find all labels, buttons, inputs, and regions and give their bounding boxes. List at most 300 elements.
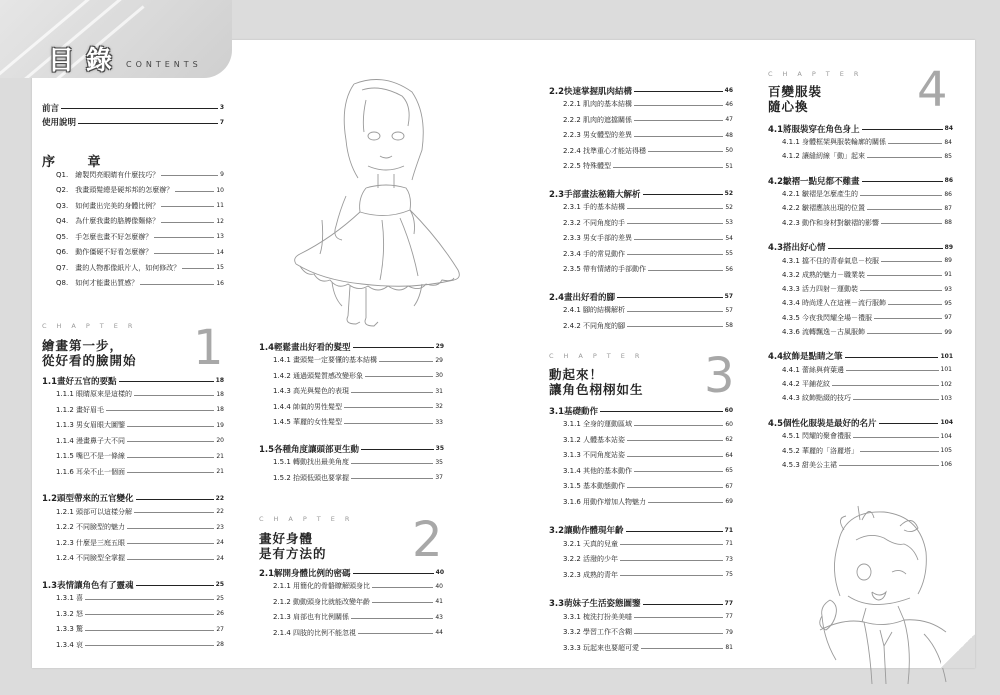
entry-page-number: 48	[725, 131, 733, 139]
chapter2b-subsection-entry	[563, 130, 733, 141]
entry-leader-line	[643, 194, 723, 195]
entry-leader-line	[862, 181, 943, 182]
chapter1-subsection-entry	[56, 537, 224, 548]
entry-title: 1.1.5 嘴巴不是一條線	[56, 452, 126, 460]
entry-title: 1.2.3 什麼是三庭五眼	[56, 538, 126, 547]
entry-title: 4.2.3 動作和身材對皺褶的影響	[782, 218, 880, 227]
entry-title: 2.4.1 腳的結構解析	[563, 306, 626, 314]
entry-title: 2.2.1 肌肉的基本結構	[563, 100, 633, 108]
entry-title: 1.1畫好五官的要點	[42, 376, 117, 387]
prologue-subsection-entry	[56, 247, 224, 258]
entry-leader-line	[119, 381, 214, 382]
entry-title: 4.3.4 時尚達人在這裡－流行服飾	[782, 299, 887, 308]
entry-title: 1.5各種角度讓頭部更生動	[259, 444, 360, 455]
chapter-number-2: 2	[412, 512, 443, 568]
entry-title: 3.1基礎動作	[549, 406, 599, 417]
entry-leader-line	[379, 361, 433, 362]
entry-leader-line	[127, 441, 214, 442]
chapter4-subsection-entry	[782, 255, 952, 266]
entry-title: 1.3.2 怒	[56, 609, 84, 618]
entry-page-number: 79	[725, 628, 733, 636]
entry-title: 2.1.1 用簡化的骨骼瞭解頭身比	[273, 582, 371, 590]
entry-page-number: 55	[725, 250, 733, 257]
entry-page-number: 77	[724, 599, 733, 607]
chapter-title-2-line2: 是有方法的	[259, 546, 327, 561]
entry-page-number: 16	[216, 279, 224, 287]
entry-title: 1.4.4 帥氣的男性髮型	[273, 402, 343, 411]
chapter-label-4: CHAPTER	[768, 70, 869, 78]
entry-leader-line	[85, 630, 214, 631]
chapter1-subsection-entry	[56, 639, 224, 650]
entry-page-number: 30	[435, 372, 443, 379]
entry-page-number: 102	[940, 380, 952, 388]
chapter1-subsection-entry	[56, 389, 224, 400]
chapter2b-subsection-entry	[563, 305, 733, 316]
chapter-title-3	[549, 367, 644, 397]
entry-leader-line	[867, 157, 942, 158]
entry-page-number: 46	[724, 87, 733, 94]
entry-leader-line	[627, 208, 723, 209]
entry-page-number: 71	[724, 526, 733, 534]
chapter3-subsection-entry	[563, 450, 733, 461]
chapter2b-subsection-entry	[563, 202, 733, 213]
entry-leader-line	[351, 463, 433, 464]
chapter-title-1	[42, 338, 137, 368]
entry-page-number: 57	[725, 306, 733, 314]
entry-page-number: 105	[940, 447, 952, 454]
entry-leader-line	[648, 151, 723, 152]
entry-title: 4.5個性化服裝是最好的名片	[768, 418, 877, 429]
chapter2b-subsection-entry	[563, 114, 733, 125]
entry-leader-line	[154, 253, 214, 254]
chapter-title-1-line1: 繪畫第一步，	[42, 338, 124, 353]
entry-leader-line	[134, 512, 214, 513]
entry-leader-line	[351, 618, 433, 619]
prologue-subsection-entry	[56, 200, 224, 211]
chapter-label-3: CHAPTER	[549, 352, 650, 360]
entry-leader-line	[361, 449, 434, 450]
entry-page-number: 40	[435, 582, 443, 590]
entry-title: 1.1.4 漫畫鼻子大不同	[56, 436, 126, 445]
chapter4-subsection-entry	[782, 327, 952, 338]
entry-page-number: 28	[216, 641, 224, 648]
chapter4-subsection-entry	[782, 298, 952, 309]
entry-title: 2.3.4 手的常見動作	[563, 249, 626, 258]
chapter-title-4-line1: 百變服裝	[768, 84, 823, 99]
chapter1b-section-entry	[259, 340, 444, 353]
entry-page-number: 22	[216, 508, 224, 515]
entry-leader-line	[620, 575, 723, 576]
entry-page-number: 40	[435, 569, 444, 576]
chapter1-subsection-entry	[56, 608, 224, 619]
chapter2b-subsection-entry	[563, 233, 733, 244]
entry-title: Q5. 手怎麼也畫不好怎麼辦？	[56, 232, 153, 241]
entry-page-number: 57	[724, 293, 733, 300]
entry-leader-line	[617, 297, 723, 298]
chapter-title-4	[768, 84, 822, 114]
entry-title: 3.1.6 用動作增加人物魅力	[563, 497, 647, 506]
front-section-entry	[42, 101, 224, 114]
entry-title: 3.2.2 活潑的少年	[563, 555, 619, 563]
entry-title: 4.4.2 平鋪花紋	[782, 380, 831, 389]
entry-title: 2.1.2 動動頭身比就能改變年齡	[273, 597, 371, 606]
entry-page-number: 7	[219, 118, 224, 126]
prologue-subsection-entry	[56, 169, 224, 180]
entry-page-number: 106	[940, 461, 952, 469]
entry-page-number: 103	[940, 394, 952, 402]
entry-leader-line	[78, 123, 218, 124]
entry-leader-line	[613, 167, 723, 168]
entry-leader-line	[353, 347, 434, 348]
chapter3-subsection-entry	[563, 419, 733, 430]
chapter2-subsection-entry	[273, 581, 443, 592]
entry-title: 3.1.4 其他的基本動作	[563, 466, 633, 475]
entry-title: 4.4.3 紋飾點綴的技巧	[782, 394, 852, 403]
chapter4-section-entry	[768, 174, 953, 187]
entry-page-number: 13	[216, 233, 224, 240]
entry-page-number: 60	[724, 407, 733, 414]
entry-title: 3.3.2 學習工作不含糊	[563, 628, 633, 636]
entry-page-number: 75	[725, 571, 733, 578]
chapter-number-4: 4	[917, 62, 948, 118]
entry-page-number: 11	[216, 202, 224, 209]
chapter2b-subsection-entry	[563, 264, 733, 275]
prologue-heading: 序 章	[42, 155, 115, 170]
entry-leader-line	[372, 587, 433, 588]
entry-page-number: 25	[215, 581, 224, 588]
entry-leader-line	[874, 318, 942, 319]
entry-page-number: 20	[216, 437, 224, 444]
entry-leader-line	[627, 254, 723, 255]
chapter3-subsection-entry	[563, 496, 733, 507]
entry-page-number: 9	[220, 171, 224, 178]
chapter1-subsection-entry	[56, 624, 224, 635]
entry-leader-line	[85, 599, 214, 600]
entry-page-number: 56	[725, 265, 733, 273]
entry-leader-line	[372, 602, 433, 603]
entry-title: 2.2.5 特殊體型	[563, 162, 612, 170]
entry-title: 4.3.5 今夜我閃耀全場－禮服	[782, 313, 873, 322]
entry-title: 1.2.4 不同臉型全掌握	[56, 554, 126, 562]
entry-title: 2.3.2 不同角度的手	[563, 218, 626, 227]
chapter-title-4-line2: 隨心換	[768, 99, 809, 114]
chapter4-subsection-entry	[782, 364, 952, 375]
entry-leader-line	[648, 502, 723, 503]
entry-page-number: 64	[725, 451, 733, 459]
chapter3-subsection-entry	[563, 465, 733, 476]
entry-title: 4.2.1 皺褶是怎麼產生的	[782, 190, 859, 199]
entry-title: Q4. 為什麼我畫的胳膊像麵條？	[56, 217, 160, 225]
entry-title: 4.1.1 身體框架與服裝輪廓的關係	[782, 138, 887, 146]
entry-page-number: 44	[435, 629, 443, 636]
entry-title: Q1. 繪製閃亮眼睛有什麼技巧？	[56, 170, 160, 179]
entry-leader-line	[634, 471, 723, 472]
entry-leader-line	[127, 472, 214, 473]
chapter-number-3: 3	[704, 348, 735, 404]
entry-leader-line	[634, 136, 723, 137]
chapter-title-3-line2: 讓角色栩栩如生	[549, 382, 644, 397]
entry-title: 1.1.6 耳朵不止一個面	[56, 467, 126, 476]
entry-title: 4.2.2 皺褶應該出現的位置	[782, 204, 866, 213]
entry-leader-line	[358, 633, 433, 634]
entry-page-number: 29	[435, 356, 443, 364]
entry-leader-line	[881, 223, 942, 224]
entry-title: 1.4.5 華麗的女性髮型	[273, 418, 343, 426]
chapter3-section-entry	[549, 524, 733, 537]
chapter4-section-entry	[768, 122, 953, 135]
entry-title: 2.1.4 四肢的比例不能忽視	[273, 628, 357, 637]
chapter1-section-entry	[42, 578, 224, 591]
chapter3-subsection-entry	[563, 569, 733, 580]
chapter1b-subsection-entry	[273, 386, 443, 397]
chapter3-section-entry	[549, 597, 733, 610]
entry-leader-line	[860, 290, 942, 291]
entry-page-number: 54	[725, 234, 733, 242]
entry-page-number: 81	[725, 644, 733, 651]
chapter2b-subsection-entry	[563, 217, 733, 228]
entry-title: 1.4.2 通過頭髮質感改變形象	[273, 371, 364, 380]
chapter1-subsection-entry	[56, 420, 224, 431]
entry-page-number: 51	[725, 162, 733, 170]
chapter2b-section-entry	[549, 187, 733, 200]
entry-page-number: 12	[216, 217, 224, 225]
chapter-label-1: CHAPTER	[42, 322, 143, 330]
entry-page-number: 101	[940, 352, 953, 360]
entry-leader-line	[600, 411, 723, 412]
entry-leader-line	[867, 209, 942, 210]
chapter3-subsection-entry	[563, 627, 733, 638]
page-title-en: CONTENTS	[126, 60, 202, 69]
entry-page-number: 46	[725, 100, 733, 108]
chapter1b-subsection-entry	[273, 370, 443, 381]
entry-leader-line	[161, 175, 218, 176]
entry-leader-line	[867, 275, 942, 276]
entry-page-number: 62	[725, 436, 733, 443]
entry-leader-line	[879, 423, 939, 424]
entry-leader-line	[351, 478, 433, 479]
chapter4-subsection-entry	[782, 217, 952, 228]
entry-title: 4.4紋飾是點睛之筆	[768, 352, 843, 363]
chapter4-section-entry	[768, 416, 953, 429]
entry-title: 2.2.2 肌肉的遮擋關係	[563, 115, 633, 124]
entry-page-number: 65	[725, 467, 733, 474]
chapter-title-3-line1: 動起來！	[549, 367, 604, 382]
entry-leader-line	[862, 129, 943, 130]
entry-title: 1.5.2 抬頭低頭也要掌握	[273, 473, 350, 482]
chapter1b-subsection-entry	[273, 401, 443, 412]
entry-leader-line	[136, 585, 214, 586]
chapter3-subsection-entry	[563, 434, 733, 445]
entry-leader-line	[620, 544, 723, 545]
entry-title: 4.2皺褶一點兒都不難畫	[768, 176, 860, 187]
entry-page-number: 71	[725, 540, 733, 547]
entry-page-number: 35	[435, 458, 443, 466]
entry-page-number: 32	[435, 403, 443, 410]
entry-title: 1.2頭型帶來的五官變化	[42, 494, 134, 504]
entry-title: 4.5.3 甜美公主裙	[782, 460, 838, 469]
entry-page-number: 60	[725, 420, 733, 428]
entry-leader-line	[634, 239, 723, 240]
entry-title: 1.4.1 畫頭髮一定要懂的基本結構	[273, 356, 378, 364]
entry-page-number: 104	[940, 419, 953, 427]
entry-leader-line	[140, 284, 214, 285]
entry-title: 1.1.3 男女眉眼大圖鑒	[56, 421, 126, 429]
front-section-entry	[42, 116, 224, 129]
chapter4-subsection-entry	[782, 312, 952, 323]
chapter2-subsection-entry	[273, 596, 443, 607]
entry-leader-line	[643, 604, 723, 605]
chapter1-subsection-entry	[56, 451, 224, 462]
entry-leader-line	[134, 395, 214, 396]
entry-title: 2.3.5 帶有情緒的手部動作	[563, 265, 647, 273]
chapter-number-1: 1	[193, 320, 224, 376]
entry-title: 3.3.3 玩起來也要超可愛	[563, 643, 640, 652]
entry-title: 3.2讓動作體現年齡	[549, 526, 624, 536]
entry-page-number: 86	[944, 190, 952, 198]
entry-title: 4.5.1 閃耀的聚會禮服	[782, 432, 852, 441]
entry-page-number: 84	[944, 138, 952, 146]
chapter1b-subsection-entry	[273, 472, 443, 483]
chapter-label-2: CHAPTER	[259, 515, 360, 523]
entry-page-number: 18	[216, 406, 224, 413]
entry-page-number: 89	[944, 257, 952, 264]
entry-title: 2.2.4 找準重心才能站得穩	[563, 146, 647, 155]
entry-page-number: 77	[725, 613, 733, 620]
entry-title: 3.1.2 人體基本站姿	[563, 435, 626, 444]
entry-page-number: 15	[216, 264, 224, 271]
chapter2b-subsection-entry	[563, 248, 733, 259]
chapter3-subsection-entry	[563, 611, 733, 622]
entry-leader-line	[344, 423, 433, 424]
entry-title: 4.3.6 流轉飄逸－古風服飾	[782, 328, 866, 336]
chapter2b-subsection-entry	[563, 320, 733, 331]
entry-page-number: 99	[944, 328, 952, 336]
entry-leader-line	[85, 614, 214, 615]
entry-title: 1.5.1 轉動找出最美角度	[273, 458, 350, 466]
entry-page-number: 18	[216, 390, 224, 398]
title-char-1: 目	[48, 46, 77, 76]
entry-leader-line	[344, 407, 433, 408]
entry-title: 3.3.1 梳洗打扮美美噠	[563, 612, 633, 621]
entry-title: 3.1.5 基本動態動作	[563, 482, 626, 490]
entry-page-number: 14	[216, 248, 224, 256]
entry-title: 1.3.4 哀	[56, 640, 84, 649]
entry-page-number: 19	[216, 421, 224, 429]
entry-page-number: 69	[725, 498, 733, 505]
entry-leader-line	[627, 487, 723, 488]
entry-title: 2.3.1 手的基本結構	[563, 203, 626, 211]
entry-page-number: 33	[435, 418, 443, 426]
entry-leader-line	[620, 560, 723, 561]
entry-title: 1.2.1 頭部可以這樣分解	[56, 507, 133, 516]
entry-leader-line	[365, 376, 433, 377]
prologue-subsection-entry	[56, 278, 224, 289]
entry-page-number: 52	[725, 203, 733, 211]
entry-title: 1.4輕鬆畫出好看的髮型	[259, 342, 351, 353]
entry-page-number: 50	[725, 147, 733, 154]
chapter4-subsection-entry	[782, 189, 952, 200]
dress-girl-illustration	[262, 70, 472, 332]
chapter-title-2-line1: 畫好身體	[259, 531, 314, 546]
entry-page-number: 35	[435, 445, 444, 452]
chapter-title-1-line2: 從好看的臉開始	[42, 353, 137, 368]
entry-leader-line	[888, 304, 942, 305]
chapter1-subsection-entry	[56, 553, 224, 564]
entry-leader-line	[161, 222, 214, 223]
entry-page-number: 26	[216, 610, 224, 617]
entry-page-number: 89	[944, 243, 953, 251]
entry-page-number: 91	[944, 271, 952, 279]
entry-leader-line	[626, 531, 723, 532]
entry-title: 2.2快速掌握肌肉結構	[549, 86, 633, 97]
prologue-subsection-entry	[56, 185, 224, 196]
entry-page-number: 87	[944, 204, 952, 212]
entry-leader-line	[127, 543, 214, 544]
entry-title: 2.3手部畫法秘籍大解析	[549, 189, 641, 200]
chapter1-section-entry	[42, 492, 224, 505]
entry-leader-line	[127, 528, 214, 529]
entry-title: 4.3搭出好心情	[768, 243, 826, 253]
entry-leader-line	[106, 410, 214, 411]
entry-leader-line	[888, 143, 942, 144]
entry-leader-line	[127, 457, 214, 458]
entry-title: 4.5.2 華麗的「洛麗塔」	[782, 446, 859, 455]
chapter2b-subsection-entry	[563, 161, 733, 172]
chapter-title-2	[259, 531, 327, 561]
entry-leader-line	[860, 195, 942, 196]
entry-leader-line	[846, 370, 939, 371]
entry-page-number: 10	[216, 186, 224, 194]
chapter4-subsection-entry	[782, 137, 952, 148]
chapter4-subsection-entry	[782, 393, 952, 404]
entry-leader-line	[351, 392, 433, 393]
entry-title: 4.4.1 蕾絲與荷葉邊	[782, 365, 845, 374]
entry-page-number: 104	[940, 432, 952, 440]
chapter4-subsection-entry	[782, 151, 952, 162]
entry-leader-line	[867, 333, 942, 334]
entry-page-number: 52	[724, 190, 733, 197]
entry-page-number: 73	[725, 555, 733, 563]
entry-leader-line	[627, 311, 723, 312]
entry-leader-line	[634, 105, 723, 106]
chapter2b-section-entry	[549, 290, 733, 303]
entry-leader-line	[634, 120, 723, 121]
entry-leader-line	[860, 451, 939, 452]
entry-title: 2.3.3 男女手部的差異	[563, 234, 633, 242]
entry-leader-line	[641, 648, 723, 649]
entry-title: Q6. 動作僵硬不好看怎麼辦？	[56, 248, 153, 256]
entry-leader-line	[175, 191, 214, 192]
chapter3-section-entry	[549, 404, 733, 417]
entry-leader-line	[634, 617, 723, 618]
entry-leader-line	[627, 456, 723, 457]
chapter3-subsection-entry	[563, 554, 733, 565]
chapter1b-subsection-entry	[273, 417, 443, 428]
entry-page-number: 53	[725, 219, 733, 226]
entry-page-number: 25	[216, 594, 224, 602]
entry-leader-line	[845, 357, 939, 358]
entry-leader-line	[61, 108, 218, 109]
entry-page-number: 22	[215, 494, 224, 502]
chapter4-section-entry	[768, 241, 953, 254]
chapter4-subsection-entry	[782, 445, 952, 456]
chapter4-subsection-entry	[782, 431, 952, 442]
entry-page-number: 41	[435, 598, 443, 605]
entry-page-number: 23	[216, 523, 224, 531]
entry-page-number: 58	[725, 322, 733, 329]
entry-leader-line	[127, 559, 214, 560]
entry-leader-line	[353, 573, 434, 574]
